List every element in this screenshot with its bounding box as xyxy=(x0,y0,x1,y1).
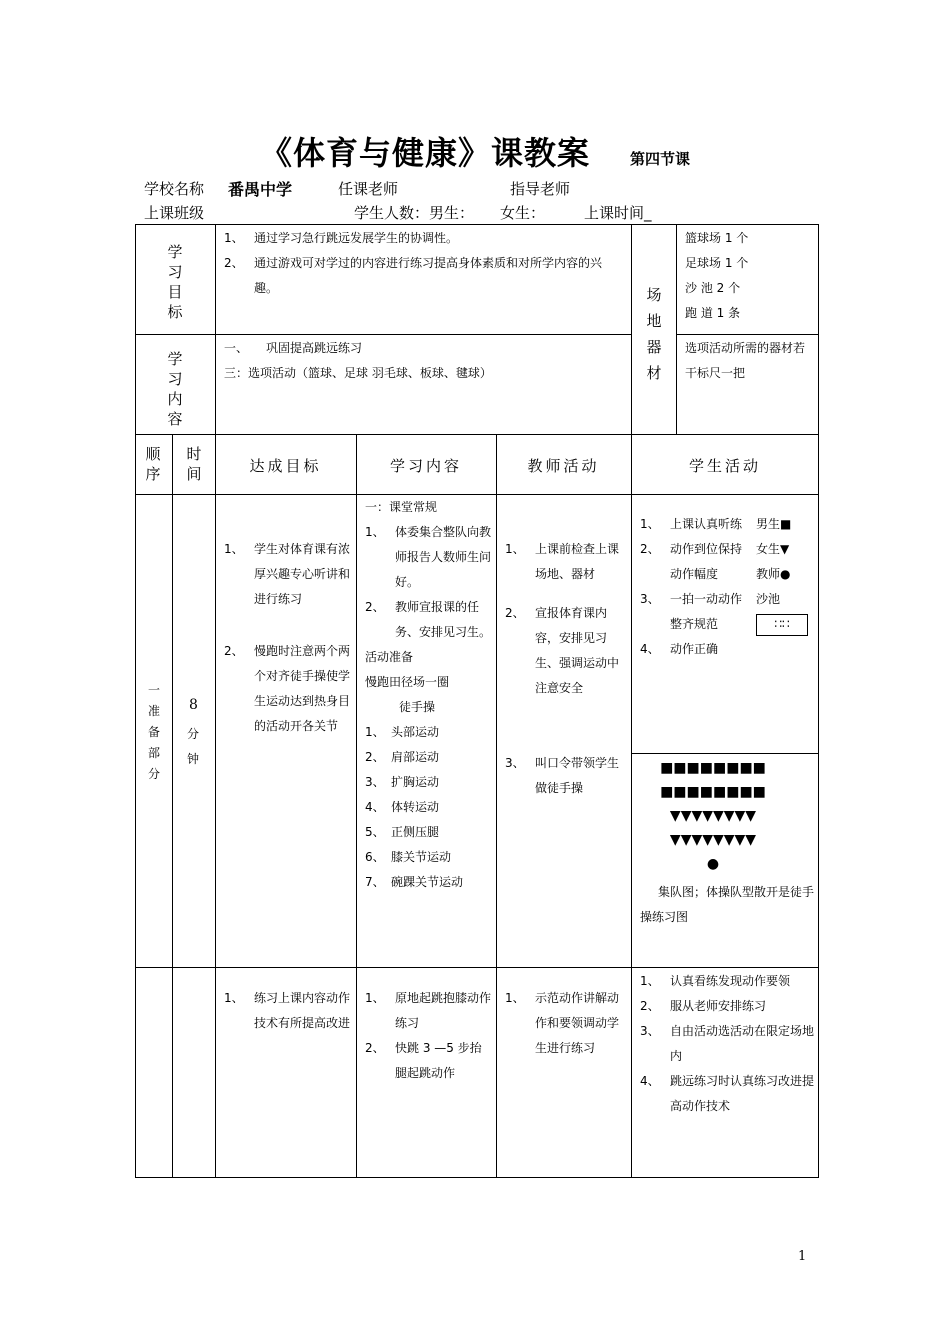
class-label: 上课班级 xyxy=(144,204,205,222)
list-item: 2、 服从老师安排练习 xyxy=(640,999,767,1013)
formation-row: ■■■■■■■■ xyxy=(660,784,766,800)
header-goal: 达成目标 xyxy=(249,457,322,475)
list-item: 2、 慢跑时注意两个两个对齐徒手操使学生运动达到热身目的活动开各关节 xyxy=(224,644,351,733)
section2-content xyxy=(365,986,491,1086)
list-item: 2、 肩部运动 xyxy=(365,750,440,764)
school-label: 学校名称 xyxy=(144,180,205,198)
lesson-label: 第四节课 xyxy=(630,150,691,168)
content-mid-2: 慢跑田径场一圈 xyxy=(365,675,450,689)
content-mid-1: 活动准备 xyxy=(365,650,414,664)
formation-row: ▼▼▼▼▼▼▼▼ xyxy=(669,832,757,848)
header-student: 学生活动 xyxy=(688,457,761,475)
list-item: 三：选项活动（篮球、足球 羽毛球、板球、毽球） xyxy=(224,366,492,380)
section2-goals xyxy=(224,986,350,1036)
equipment-text: 选项活动所需的器材若干标尺一把 xyxy=(685,341,806,380)
section1-time-unit: 分钟 xyxy=(186,727,199,766)
formation-row: ■■■■■■■■ xyxy=(660,760,766,776)
list-item: 5、 正侧压腿 xyxy=(365,825,440,839)
formation-diagram xyxy=(631,756,795,876)
list-item: 2、 教师宣报课的任务、安排见习生。 xyxy=(365,600,492,639)
page-title xyxy=(0,128,950,174)
school-name: 番禺中学 xyxy=(228,180,293,199)
section1-teacher xyxy=(505,537,627,801)
content-list xyxy=(224,336,624,386)
list-item: 1、 练习上课内容动作技术有所提高改进 xyxy=(224,991,351,1030)
venue-list xyxy=(685,226,815,326)
legend xyxy=(756,512,816,636)
formation-teacher: ● xyxy=(706,856,720,872)
sandpit-icon: ∷∷ xyxy=(756,614,808,636)
list-item: 1、 体委集合整队向教师报告人数师生问好。 xyxy=(365,525,492,589)
list-item: 3、 叫口令带领学生做徒手操 xyxy=(505,756,620,795)
list-item: 3、 自由活动选活动在限定场地内 xyxy=(640,1024,815,1063)
list-item: 1、 头部运动 xyxy=(365,725,440,739)
list-item: 7、 碗踝关节运动 xyxy=(365,875,464,889)
content-label: 学习内容 xyxy=(167,350,183,428)
list-item: 2、 快跳 3 —5 步抬腿起跳动作 xyxy=(365,1041,482,1080)
legend-teacher: 教师● xyxy=(756,567,791,581)
goals-label: 学习目标 xyxy=(167,243,183,321)
time-label: 上课时间_ xyxy=(584,204,652,222)
list-item: 1、 学生对体育课有浓厚兴趣专心听讲和进行练习 xyxy=(224,542,351,606)
list-item: 1、 认真看练发现动作要领 xyxy=(640,974,791,988)
list-item: 2、 动作到位保持动作幅度 xyxy=(640,542,743,581)
section2-teacher xyxy=(505,986,627,1061)
section1-student xyxy=(640,512,750,662)
section1-content xyxy=(365,495,493,895)
list-item: 3、 一拍一动动作整齐规范 xyxy=(640,592,743,631)
legend-female: 女生▼ xyxy=(756,542,790,556)
list-item: 跑 道 1 条 xyxy=(685,306,741,320)
venue-label: 场地器材 xyxy=(646,286,662,382)
goals-list xyxy=(224,226,624,301)
header-content: 学习内容 xyxy=(389,457,462,475)
section2-student xyxy=(640,969,816,1119)
teacher-label: 任课老师 xyxy=(338,180,399,198)
list-item: 3、 扩胸运动 xyxy=(365,775,440,789)
legend-male: 男生■ xyxy=(756,517,792,531)
page-number: 1 xyxy=(798,1249,807,1264)
students-label: 学生人数：男生： xyxy=(354,204,475,222)
list-item: 1、 示范动作讲解动作和要领调动学生进行练习 xyxy=(505,991,620,1055)
list-item: 一、 巩固提高跳远练习 xyxy=(224,341,363,355)
list-item: 4、 体转运动 xyxy=(365,800,440,814)
list-item: 1、 上课前检查上课场地、器材 xyxy=(505,542,620,581)
section1-name: 一准备部分 xyxy=(147,683,160,781)
list-item: 4、 跳远练习时认真练习改进提高动作技术 xyxy=(640,1074,815,1113)
list-item: 2、 通过游戏可对学过的内容进行练习提高身体素质和对所学内容的兴趣。 xyxy=(224,256,603,295)
header-order: 顺序 xyxy=(145,445,161,483)
list-item: 足球场 1 个 xyxy=(685,256,749,270)
list-item: 篮球场 1 个 xyxy=(685,231,749,245)
list-item: 6、 膝关节运动 xyxy=(365,850,452,864)
list-item: 沙 池 2 个 xyxy=(685,281,741,295)
section1-goals xyxy=(224,537,350,739)
advisor-label: 指导老师 xyxy=(510,180,571,198)
list-item: 4、 动作正确 xyxy=(640,642,719,656)
formation-row: ▼▼▼▼▼▼▼▼ xyxy=(669,808,757,824)
section1-time-num: 8 xyxy=(189,697,198,713)
title-main: 《体育与健康》课教案 xyxy=(259,134,590,172)
list-item: 1、 通过学习急行跳远发展学生的协调性。 xyxy=(224,231,459,245)
list-item: 1、 原地起跳抱膝动作练习 xyxy=(365,991,492,1030)
header-time: 时间 xyxy=(186,445,202,483)
content-mid-3: 徒手操 xyxy=(399,700,436,714)
list-item: 2、 宣报体育课内容，安排见习生、强调运动中注意安全 xyxy=(505,606,620,695)
legend-sandpit: 沙池 xyxy=(756,592,781,606)
header-teacher: 教师活动 xyxy=(527,457,600,475)
list-item: 1、 上课认真听练 xyxy=(640,517,743,531)
content-head: 一：课堂常规 xyxy=(365,500,438,514)
formation-caption: 集队图；体操队型散开是徒手操练习图 xyxy=(640,885,815,924)
female-label: 女生： xyxy=(500,204,546,222)
